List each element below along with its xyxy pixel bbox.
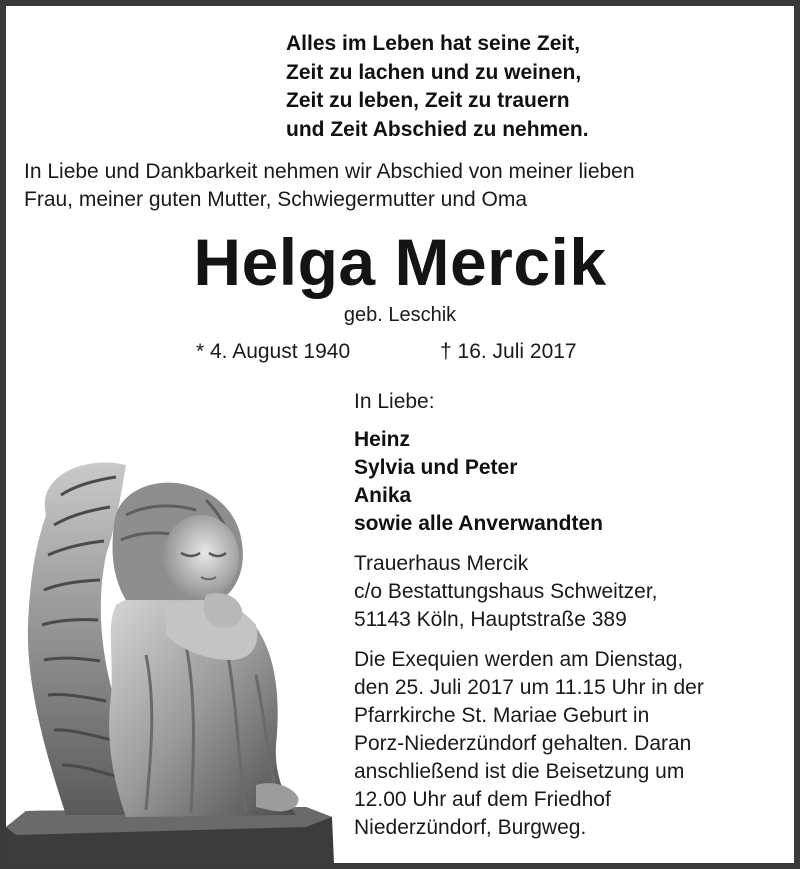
motto-line: und Zeit Abschied zu nehmen. <box>286 117 589 141</box>
motto-line: Alles im Leben hat seine Zeit, <box>286 32 581 55</box>
ceremony-line: Porz-Niederzündorf gehalten. Daran <box>354 732 692 755</box>
address-line: c/o Bestattungshaus Schweitzer, <box>354 580 658 603</box>
birth-date: * 4. August 1940 <box>196 340 351 363</box>
angel-statue-image <box>6 455 336 863</box>
death-date: † 16. Juli 2017 <box>440 340 577 363</box>
mourner-name: Sylvia und Peter <box>354 456 518 479</box>
ceremony-info <box>354 646 784 842</box>
intro-line: Frau, meiner guten Mutter, Schwiegermutter und Oma <box>24 188 528 211</box>
deceased-name: Helga Mercik <box>193 225 607 299</box>
details-column <box>354 388 784 842</box>
motto-verse <box>286 30 589 144</box>
mourners-list <box>354 426 784 538</box>
ceremony-line: Niederzündorf, Burgweg. <box>354 816 587 839</box>
mourner-name: Heinz <box>354 428 411 451</box>
mourner-name: sowie alle Anverwandten <box>354 512 603 535</box>
maiden-name: geb. Leschik <box>343 304 457 326</box>
mourners-heading: In Liebe: <box>354 390 435 413</box>
ceremony-line: Die Exequien werden am Dienstag, <box>354 648 684 671</box>
address-line: Trauerhaus Mercik <box>354 552 529 575</box>
face <box>163 515 239 599</box>
ceremony-line: anschließend ist die Beisetzung um <box>354 760 685 783</box>
ceremony-line: 12.00 Uhr auf dem Friedhof <box>354 788 611 811</box>
ceremony-line: Pfarrkirche St. Mariae Geburt in <box>354 704 650 727</box>
intro-line: In Liebe und Dankbarkeit nehmen wir Abschied von meiner lieben <box>24 160 635 183</box>
motto-line: Zeit zu leben, Zeit zu trauern <box>286 89 570 112</box>
intro-text <box>24 158 635 214</box>
ceremony-line: den 25. Juli 2017 um 11.15 Uhr in der <box>354 676 704 699</box>
mourning-address <box>354 550 784 634</box>
address-line: 51143 Köln, Hauptstraße 389 <box>354 608 627 631</box>
mourner-name: Anika <box>354 484 412 507</box>
motto-line: Zeit zu lachen und zu weinen, <box>286 60 582 84</box>
